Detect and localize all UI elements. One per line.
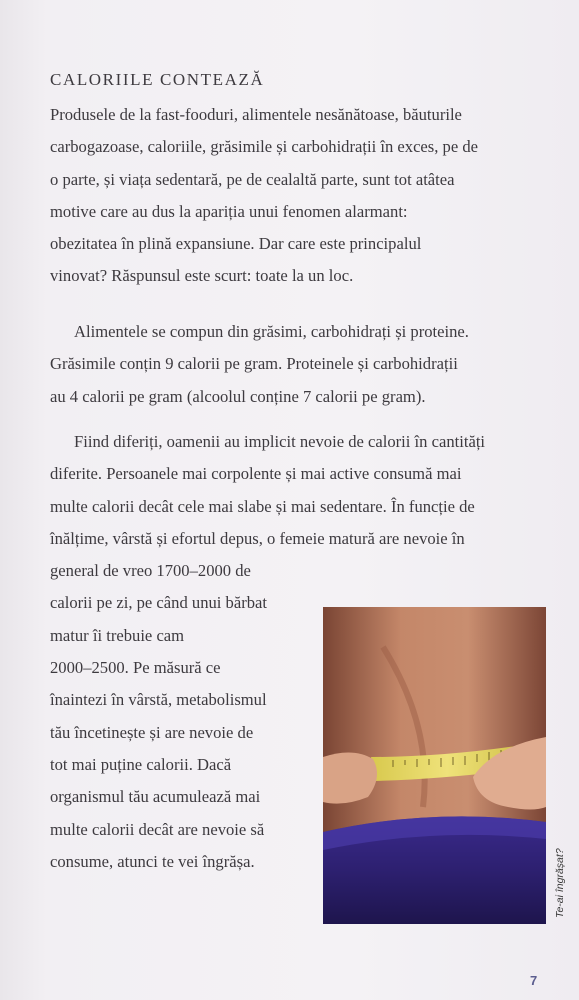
page-number: 7	[530, 973, 538, 988]
text-line: Alimentele se compun din grăsimi, carbohidrați și proteine.	[74, 322, 469, 341]
text-line: vinovat? Răspunsul este scurt: toate la un loc.	[50, 266, 354, 286]
text-line: organismul tău acumulează mai	[50, 787, 261, 807]
paragraph-1	[50, 99, 478, 293]
text-line: înălțime, vârstă și efortul depus, o femeie matură are nevoie în	[50, 528, 465, 548]
text-line: general de vreo 1700–2000 de	[50, 561, 251, 581]
text-line: obezitatea în plină expansiune. Dar care este principalul	[50, 234, 422, 254]
waist-measuring-photo	[323, 607, 546, 924]
text-line: înaintezi în vârstă, metabolismul	[50, 690, 267, 710]
text-line: matur îi trebuie cam	[50, 625, 185, 645]
text-line: o parte, și viața sedentară, pe de cealaltă parte, sunt tot atâtea	[50, 169, 455, 189]
text-line: tot mai puține calorii. Dacă	[50, 754, 232, 774]
text-line: Fiind diferiți, oamenii au implicit nevoie de calorii în cantități	[74, 432, 486, 451]
text-line: au 4 calorii pe gram (alcoolul conține 7 calorii pe gram).	[50, 386, 426, 406]
text-line: carbogazoase, caloriile, grăsimile și carbohidrații în exces, pe de	[50, 137, 479, 157]
text-line: diferite. Persoanele mai corpolente și mai active consumă mai	[50, 464, 462, 484]
text-line: calorii pe zi, pe când unui bărbat	[50, 593, 268, 613]
text-line: motive care au dus la apariția unui fenomen alarmant:	[50, 201, 408, 221]
text-line: multe calorii decât are nevoie să	[50, 819, 265, 839]
text-line: multe calorii decât cele mai slabe și mai sedentare. În funcție de	[50, 496, 475, 516]
text-line: 2000–2500. Pe măsură ce	[50, 658, 221, 678]
section-heading: CALORIILE CONTEAZĂ	[50, 70, 265, 89]
paragraph-2	[50, 316, 469, 413]
text-line: Grăsimile conțin 9 calorii pe gram. Proteinele și carbohidrații	[50, 354, 458, 374]
text-line: tău încetinește și are nevoie de	[50, 722, 254, 742]
text-line: Produsele de la fast-fooduri, alimentele nesănătoase, băuturile	[50, 105, 462, 124]
photo-caption: Te-ai îngrășat?	[554, 848, 566, 918]
waist-measuring-illustration	[323, 607, 546, 924]
text-line: consume, atunci te vei îngrășa.	[50, 851, 255, 871]
